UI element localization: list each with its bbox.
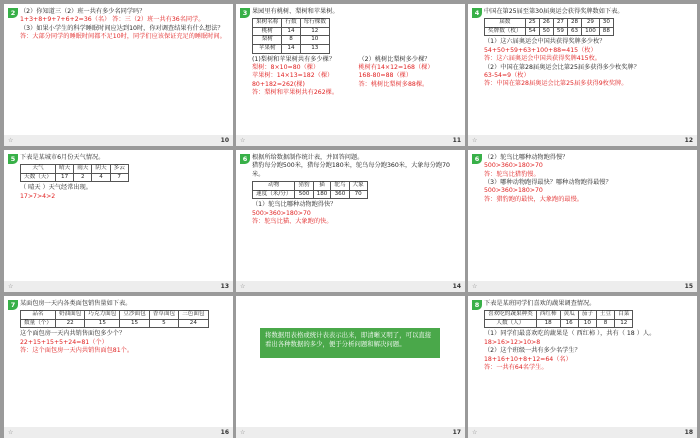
slide-number: 18 [684, 429, 693, 436]
question-text: （3）哪种动物跑得最快？哪种动物跑得最慢？ [484, 179, 612, 187]
slide-number: 17 [452, 429, 461, 436]
slide-thumbnail-17[interactable] [236, 296, 465, 438]
table-cell: 猎豹 [295, 182, 313, 191]
calc-line: 17>7>4>2 [20, 192, 56, 200]
slide-footer [468, 281, 697, 292]
table-cell: 15 [85, 319, 120, 328]
slide-thumbnail-15[interactable] [468, 150, 697, 292]
answer-line: 答：梨树和苹果树共有262棵。 [252, 88, 339, 96]
question-number-badge: 7 [8, 300, 18, 310]
table-cell: 88 [599, 27, 613, 36]
table-row [21, 319, 209, 328]
table-cell: 70 [349, 190, 367, 199]
table-cell: 14 [282, 45, 300, 54]
table-cell: 土豆 [596, 311, 614, 320]
table-cell: 人数（人） [485, 319, 537, 328]
table-cell: 22 [55, 319, 84, 328]
table-cell: 雨天 [74, 165, 92, 174]
star-icon: ☆ [240, 137, 246, 144]
data-table [484, 18, 614, 36]
table-cell: 每行棵数 [300, 19, 329, 28]
intro-text: 猎豹每分跑500米，猎每分跑180米，鸵鸟每分跑360米，大象每分跑70米。 [252, 162, 450, 178]
table-cell: 54 [525, 27, 539, 36]
answer-line: 500>360>180>70 [484, 162, 543, 170]
data-table [252, 18, 330, 53]
table-cell: 香草面包 [149, 311, 178, 320]
star-icon: ☆ [8, 429, 14, 436]
intro-text: 下表是某班同学们喜欢的蔬果调查情况。 [484, 300, 596, 307]
answer-line: 答：中国在第28届奥运会比第25届多获得9枚奖牌。 [484, 80, 628, 88]
slide-number: 15 [684, 283, 693, 290]
table-cell: 奶油面包 [55, 311, 84, 320]
table-cell: 8 [596, 319, 614, 328]
table-cell: 18 [536, 319, 560, 328]
table-cell: 180 [313, 190, 331, 199]
answer-line: 500>360>180>70 [484, 187, 543, 195]
table-row [253, 45, 330, 54]
star-icon: ☆ [472, 283, 478, 290]
table-cell: 天气 [21, 165, 56, 174]
table-cell: 25 [525, 19, 539, 28]
table-cell: 品名 [21, 311, 56, 320]
table-cell: 24 [179, 319, 208, 328]
table-cell: 数量（个） [21, 319, 56, 328]
star-icon: ☆ [8, 283, 14, 290]
star-icon: ☆ [8, 137, 14, 144]
table-cell: 晴天 [55, 165, 73, 174]
slide-footer [468, 135, 697, 146]
table-cell: 多云 [110, 165, 128, 174]
table-cell: 29 [582, 19, 600, 28]
answer-line: 答：鸵鸟比猫、大象跑的快。 [252, 217, 333, 225]
question-text: （1）鸵鸟比哪种动物跑得快？ [252, 201, 337, 209]
slide-content [240, 8, 461, 132]
table-row [253, 19, 330, 28]
table-cell: 2 [74, 173, 92, 182]
question-text: （2）中国在第28届奥运会比第25届多获得多少枚奖牌？ [484, 63, 640, 71]
answer-line: 500>360>180>70 [252, 209, 311, 217]
table-row [485, 319, 633, 328]
table-cell: 13 [300, 45, 329, 54]
table-cell: 西红柿 [536, 311, 560, 320]
intro-text: 某面包房一天内各类面包销售量如下表。 [20, 300, 132, 307]
question-number-badge: 6 [240, 154, 250, 164]
slide-thumbnail-11[interactable] [236, 4, 465, 146]
table-cell: 白菜 [615, 311, 633, 320]
slide-footer [236, 135, 465, 146]
slide-thumbnail-14[interactable] [236, 150, 465, 292]
question-text: （2）这个班级一共有多少名学生？ [484, 347, 581, 355]
table-cell: 三色面包 [179, 311, 208, 320]
table-cell: 8 [282, 36, 300, 45]
text-line: 答：大部分同学的睡眠时间都不足10时，同学们应该保证充足的睡眠时间。 [20, 33, 226, 41]
answer-line: 18+16+10+8+12=64（名） [484, 355, 572, 363]
question-number-badge: 2 [8, 8, 18, 18]
slide-thumbnail-10[interactable] [4, 4, 233, 146]
table-cell: 14 [282, 27, 300, 36]
slide-thumbnail-13[interactable] [4, 150, 233, 292]
table-cell: 黄瓜 [560, 311, 578, 320]
text-line: （3）如果小学生的科学睡眠时间应达到10时，你对调查结果有什么想法？ [20, 24, 224, 32]
slide-footer [236, 427, 465, 438]
table-cell: 动物 [253, 182, 295, 191]
slide-content [240, 154, 461, 278]
answer-line: 答：鸵鸟比猎豹慢。 [484, 170, 540, 178]
answer-line: 80+182=262(棵) [252, 80, 305, 88]
answer-line: 168-80=88（棵） [358, 72, 413, 80]
table-row [21, 173, 129, 182]
answer-line: 答：猎豹跑的最快，大象跑的最慢。 [484, 195, 583, 203]
slide-footer [4, 135, 233, 146]
table-cell: 巧克力面包 [85, 311, 120, 320]
table-row [485, 27, 614, 36]
answer-line: 答：这六届奥运会中国共获得奖牌415枚。 [484, 55, 601, 63]
table-cell: 17 [55, 173, 73, 182]
star-icon: ☆ [472, 137, 478, 144]
table-cell: 15 [120, 319, 149, 328]
slide-footer [468, 427, 697, 438]
answer-line: 答：这个面包房一天内共销售面包81个。 [20, 347, 134, 355]
answer-line: 答：一共有64名学生。 [484, 363, 548, 371]
table-cell: 26 [539, 19, 553, 28]
table-cell: 7 [110, 173, 128, 182]
table-cell: 10 [578, 319, 596, 328]
fill-in-answer: （ 晴天 ）天气经常出现。 [20, 184, 92, 192]
table-cell: 豆沙面包 [120, 311, 149, 320]
question-number-badge: 3 [240, 8, 250, 18]
table-row [253, 190, 368, 199]
slide-content [240, 300, 461, 424]
table-row [21, 165, 129, 174]
table-cell: 梨树 [253, 36, 282, 45]
data-table [252, 181, 368, 199]
slide-thumbnail-16[interactable] [4, 296, 233, 438]
table-cell: 10 [300, 36, 329, 45]
question-number-badge: 6 [472, 154, 482, 164]
table-cell: 喜欢吃的蔬果种类 [485, 311, 537, 320]
question-number-badge: 4 [472, 8, 482, 18]
table-cell: 届数 [485, 19, 526, 28]
slide-content [8, 8, 229, 132]
answer-line: 桃树有14×12=168（棵） [358, 63, 434, 71]
data-table [20, 164, 129, 182]
slide-content [8, 154, 229, 278]
slide-number: 16 [220, 429, 229, 436]
table-cell: 100 [582, 27, 600, 36]
question-number-badge: 5 [8, 154, 18, 164]
table-row [253, 36, 330, 45]
table-cell: 5 [149, 319, 178, 328]
table-cell: 果树名称 [253, 19, 282, 28]
table-cell: 500 [295, 190, 313, 199]
question-text: 这个面包房一天内共销售面包多少个？ [20, 330, 126, 338]
answer-line: 梨树：8×10=80（棵） [252, 63, 320, 71]
slide-thumbnail-18[interactable] [468, 296, 697, 438]
table-row [253, 182, 368, 191]
text-line: （2）你知道三（2）班一共有多少名同学吗？ [20, 8, 146, 15]
answer-line: 22+15+15+5+24=81（个） [20, 338, 108, 346]
intro-text: 中国在第25届至第30届奥运会获得奖牌数如下表。 [484, 8, 624, 15]
question-text: （1）这六届奥运会中国共获得奖牌多少枚？ [484, 38, 606, 46]
table-cell: 阴天 [92, 165, 110, 174]
table-cell: 天数（天） [21, 173, 56, 182]
answer-line: 18>16>12>10>8 [484, 338, 541, 346]
table-cell: 桃树 [253, 27, 282, 36]
question-text: （1）同学们最喜欢吃的蔬果是（ 西红柿 ），共有（ 18 ）人。 [484, 330, 656, 338]
question-number-badge: 8 [472, 300, 482, 310]
answer-line: 答：桃树比梨树多88棵。 [358, 80, 429, 88]
question-text: （2）鸵鸟比哪种动物跑得慢？ [484, 154, 569, 161]
table-cell: 12 [300, 27, 329, 36]
slide-number: 12 [684, 137, 693, 144]
slide-thumbnail-12[interactable] [468, 4, 697, 146]
slide-content [472, 8, 693, 132]
table-cell: 360 [331, 190, 349, 199]
question-text: (1)梨树和苹果树共有多少棵？ [252, 55, 336, 63]
table-cell: 30 [599, 19, 613, 28]
slide-content [472, 154, 693, 278]
table-cell: 鸵鸟 [331, 182, 349, 191]
table-cell: 大象 [349, 182, 367, 191]
data-table [20, 310, 209, 328]
table-row [485, 311, 633, 320]
answer-line: 苹果树：14×13=182（棵） [252, 72, 334, 80]
table-cell: 奖牌数（枚） [485, 27, 526, 36]
text-line: 1+3+8+9+7+6+2=36（名） 答：三（2）班一共有36名同学。 [20, 16, 205, 24]
slide-number: 10 [220, 137, 229, 144]
table-cell: 63 [567, 27, 581, 36]
slide-footer [236, 281, 465, 292]
table-cell: 50 [539, 27, 553, 36]
table-cell: 速度（米/分） [253, 190, 295, 199]
answer-column-1 [252, 56, 355, 98]
answer-line: 63-54=9（枚） [484, 71, 530, 79]
table-cell: 茄子 [578, 311, 596, 320]
summary-note: 将数据用表格或统计表表示出来，即清晰又明了，可以直接看出各种数据的多少，便于分析问题和解决问题。 [260, 328, 440, 358]
table-cell: 猫 [313, 182, 331, 191]
answer-column-2 [359, 56, 462, 98]
table-cell: 12 [615, 319, 633, 328]
table-cell: 59 [553, 27, 567, 36]
question-text: （2）桃树比梨树多少棵？ [358, 55, 431, 63]
table-cell: 行数 [282, 19, 300, 28]
table-row [485, 19, 614, 28]
slide-content [8, 300, 229, 424]
intro-text: 下表是某城市6月份天气情况。 [20, 154, 105, 161]
star-icon: ☆ [472, 429, 478, 436]
table-cell: 16 [560, 319, 578, 328]
intro-text: 根据所给数据制作统计表，并回答问题。 [252, 154, 364, 161]
slide-footer [4, 281, 233, 292]
slide-content [472, 300, 693, 424]
table-cell: 28 [567, 19, 581, 28]
star-icon: ☆ [240, 283, 246, 290]
slide-footer [4, 427, 233, 438]
answer-line: 54+50+59+63+100+88=415（枚） [484, 46, 597, 54]
intro-text: 果园里有桃树、梨树和苹果树。 [252, 8, 339, 15]
slide-number: 11 [452, 137, 461, 144]
star-icon: ☆ [240, 429, 246, 436]
table-row [21, 311, 209, 320]
table-cell: 4 [92, 173, 110, 182]
slide-number: 13 [220, 283, 229, 290]
slide-number: 14 [452, 283, 461, 290]
two-column-answers [252, 56, 461, 98]
table-cell: 苹果树 [253, 45, 282, 54]
table-cell: 27 [553, 19, 567, 28]
data-table [484, 310, 633, 328]
table-row [253, 27, 330, 36]
